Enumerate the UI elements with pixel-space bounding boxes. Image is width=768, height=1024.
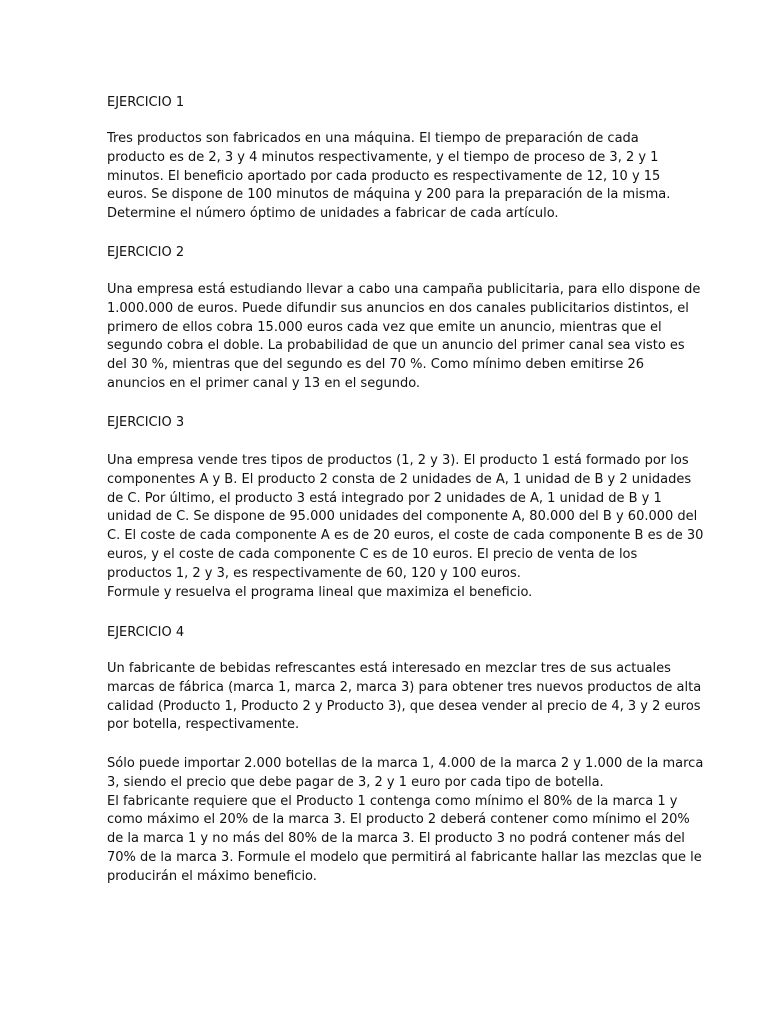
exercise-4-heading: EJERCICIO 4 [107,625,185,640]
text-line: 70% de la marca 3. Formule el modelo que permitirá al fabricante hallar las mezclas que le [107,849,702,865]
exercise-1-heading: EJERCICIO 1 [107,95,185,110]
text-line: Un fabricante de bebidas refrescantes está interesado en mezclar tres de sus actuales [107,661,671,676]
text-line: productos 1, 2 y 3, es respectivamente de 60, 120 y 100 euros. [107,565,521,581]
text-line: minutos. El beneficio aportado por cada producto es respectivamente de 12, 10 y 15 [107,168,661,184]
text-line: 3, siendo el precio que debe pagar de 3, 2 y 1 euro por cada tipo de botella. [107,774,604,790]
exercise-4-paragraph-2 [107,755,703,887]
text-line: 1.000.000 de euros. Puede difundir sus anuncios en dos canales publicitarios distintos, el [107,300,689,316]
text-line: euros. Se dispone de 100 minutos de máquina y 200 para la preparación de la misma. [107,187,671,203]
text-line: por botella, respectivamente. [107,717,300,733]
text-line: Sólo puede importar 2.000 botellas de la marca 1, 4.000 de la marca 2 y 1.000 de la marca [107,756,704,771]
text-line: unidad de C. Se dispone de 95.000 unidades del componente A, 80.000 del B y 60.000 del [107,509,698,525]
text-line: Una empresa está estudiando llevar a cabo una campaña publicitaria, para ello dispone de [107,282,701,297]
exercise-3-heading: EJERCICIO 3 [107,415,185,430]
text-line: calidad (Producto 1, Producto 2 y Producto 3), que desea vender al precio de 4, 3 y 2 euros [107,698,701,714]
text-line: del 30 %, mientras que del segundo es del 70 %. Como mínimo deben emitirse 26 [107,357,645,373]
text-line: anuncios en el primer canal y 13 en el segundo. [107,375,421,391]
text-line: Formule y resuelva el programa lineal que maximiza el beneficio. [107,584,533,600]
text-line: primero de ellos cobra 15.000 euros cada vez que emite un anuncio, mientras que el [107,319,662,335]
exercise-2-paragraph [107,281,700,394]
exercise-1-paragraph [107,130,670,224]
text-line: componentes A y B. El producto 2 consta de 2 unidades de A, 1 unidad de B y 2 unidades [107,471,692,487]
text-line: de C. Por último, el producto 3 está integrado por 2 unidades de A, 1 unidad de B y 1 [107,490,662,506]
text-line: El fabricante requiere que el Producto 1 contenga como mínimo el 80% de la marca 1 y [107,793,678,809]
text-line: Determine el número óptimo de unidades a fabricar de cada artículo. [107,206,559,222]
text-line: Una empresa vende tres tipos de productos (1, 2 y 3). El producto 1 está formado por los [107,453,689,468]
text-line: euros, y el coste de cada componente C es de 10 euros. El precio de venta de los [107,546,638,562]
exercise-4-paragraph-1 [107,660,701,735]
exercise-2-heading: EJERCICIO 2 [107,245,185,260]
text-line: segundo cobra el doble. La probabilidad de que un anuncio del primer canal sea visto es [107,338,685,354]
text-line: producto es de 2, 3 y 4 minutos respectivamente, y el tiempo de proceso de 3, 2 y 1 [107,149,659,165]
text-line: C. El coste de cada componente A es de 20 euros, el coste de cada componente B es de 30 [107,528,704,544]
text-line: Tres productos son fabricados en una máquina. El tiempo de preparación de cada [107,131,639,146]
text-line: como máximo el 20% de la marca 3. El producto 2 deberá contener como mínimo el 20% [107,812,690,828]
text-line: producirán el máximo beneficio. [107,868,317,884]
exercise-3-paragraph [107,452,703,602]
text-line: de la marca 1 y no más del 80% de la marca 3. El producto 3 no podrá contener más del [107,831,685,847]
text-line: marcas de fábrica (marca 1, marca 2, marca 3) para obtener tres nuevos productos de alta [107,679,702,695]
